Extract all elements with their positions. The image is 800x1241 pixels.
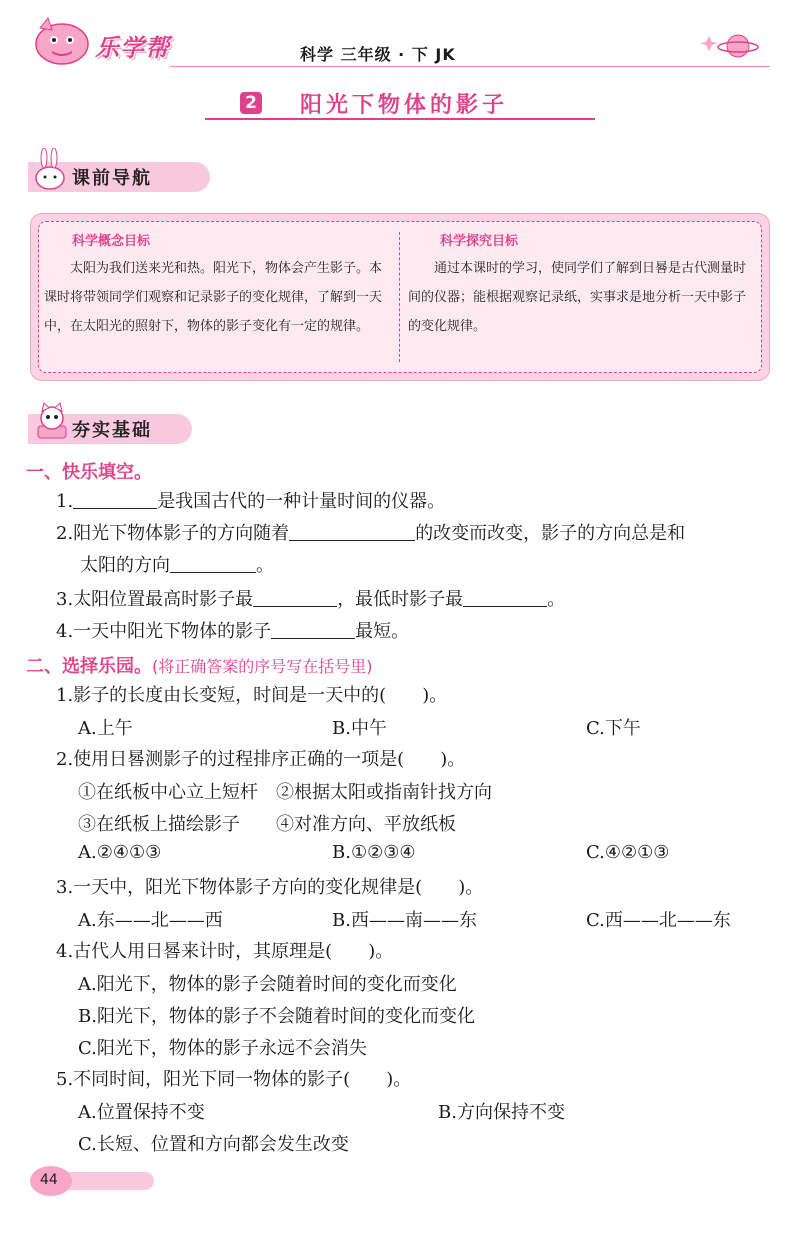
option-a[interactable]: A.位置保持不变 [78,1102,205,1123]
option-b[interactable]: B.中午 [332,718,387,739]
preview-banner-title: 课前导航 [72,168,152,189]
option-a[interactable]: A.东——北——西 [78,910,223,931]
fill-question-2 [56,520,685,548]
lesson-title: 阳光下物体的影子 [300,93,509,118]
question-number: 1. [56,491,74,512]
lesson-number-badge: 2 [240,92,262,114]
choice-question-3: 3.一天中，阳光下物体影子方向的变化规律是( )。 [56,877,484,898]
option-b[interactable]: B.阳光下，物体的影子不会随着时间的变化而变化 [78,1006,475,1027]
fill-question-3 [56,586,565,614]
option-a[interactable]: A.阳光下，物体的影子会随着时间的变化而变化 [78,974,457,995]
answer-blank[interactable] [463,586,547,607]
question-text: ，最低时影子最 [337,589,464,610]
option-c[interactable]: C.下午 [586,718,641,739]
rabbit-mascot-icon [32,148,68,192]
planet-icon [700,28,760,64]
choice-section-note: (将正确答案的序号写在括号里) [152,657,373,676]
option-b[interactable]: B.方向保持不变 [438,1102,565,1123]
option-b[interactable]: B.西——南——东 [332,910,477,931]
fill-section-title: 一、快乐填空。 [26,462,152,483]
choice-section-heading: 二、选择乐园。 [26,656,152,677]
question-text: 最短。 [355,621,410,642]
question-text: 。 [256,555,274,576]
fill-question-2-line2 [80,552,274,580]
question-text: 太阳位置最高时影子最 [73,589,254,610]
choice-question-1: 1.影子的长度由长变短，时间是一天中的( )。 [56,685,448,706]
concept-goal-text: 太阳为我们送来光和热。阳光下，物体会产生影子。本课时将带领同学们观察和记录影子的变化规律，了解到一天中，在太阳光的照射下，物体的影子变化有一定的规律。 [44,261,383,334]
page-number: 44 [40,1172,58,1188]
basics-banner-title: 夯实基础 [72,420,152,441]
question-text: 的改变而改变，影子的方向总是和 [415,523,686,544]
question-text: 太阳的方向 [80,555,170,576]
question-number: 2. [56,523,74,544]
question-number: 4. [56,621,74,642]
option-a[interactable]: A.上午 [78,718,133,739]
question-text: 是我国古代的一种计量时间的仪器。 [157,491,446,512]
brand-logo: 乐学帮 [95,34,170,62]
question-text: 一天中阳光下物体的影子 [73,621,272,642]
inquiry-goal-heading: 科学探究目标 [440,234,519,249]
answer-blank[interactable] [253,586,337,607]
question-text: 阳光下物体影子的方向随着 [73,523,290,544]
choice-question-4: 4.古代人用日晷来计时，其原理是( )。 [56,941,394,962]
question-text: 。 [547,589,566,610]
header-title: 科学 三年级 · 下 JK [300,45,456,64]
answer-blank[interactable] [289,520,415,541]
option-c[interactable]: C.阳光下，物体的影子永远不会消失 [78,1038,367,1059]
option-b[interactable]: B.①②③④ [332,842,416,863]
goals-divider [399,232,400,362]
choice-question-5: 5.不同时间，阳光下同一物体的影子( )。 [56,1069,412,1090]
choice-question-2: 2.使用日晷测影子的过程排序正确的一项是( )。 [56,749,466,770]
sundial-steps-line-2: ③在纸板上描绘影子 ④对准方向、平放纸板 [78,814,456,835]
concept-goal-heading: 科学概念目标 [72,234,151,249]
fill-question-4 [56,618,409,646]
option-c[interactable]: C.④②①③ [586,842,670,863]
answer-blank[interactable] [170,552,256,573]
header-divider [170,66,770,67]
sundial-steps-line-1: ①在纸板中心立上短杆 ②根据太阳或指南针找方向 [78,782,492,803]
option-c[interactable]: C.长短、位置和方向都会发生改变 [78,1134,349,1155]
choice-section-title [26,652,373,678]
option-a[interactable]: A.②④①③ [78,842,162,863]
answer-blank[interactable] [271,618,355,639]
inquiry-goal-text: 通过本课时的学习，使同学们了解到日晷是古代测量时间的仪器；能根据观察记录纸，实事求是地分析一天中影子的变化规律。 [408,261,747,334]
fill-question-1 [56,488,445,516]
question-number: 3. [56,589,74,610]
cat-mascot-icon [34,402,70,442]
answer-blank[interactable] [73,488,157,509]
option-c[interactable]: C.西——北——东 [586,910,731,931]
